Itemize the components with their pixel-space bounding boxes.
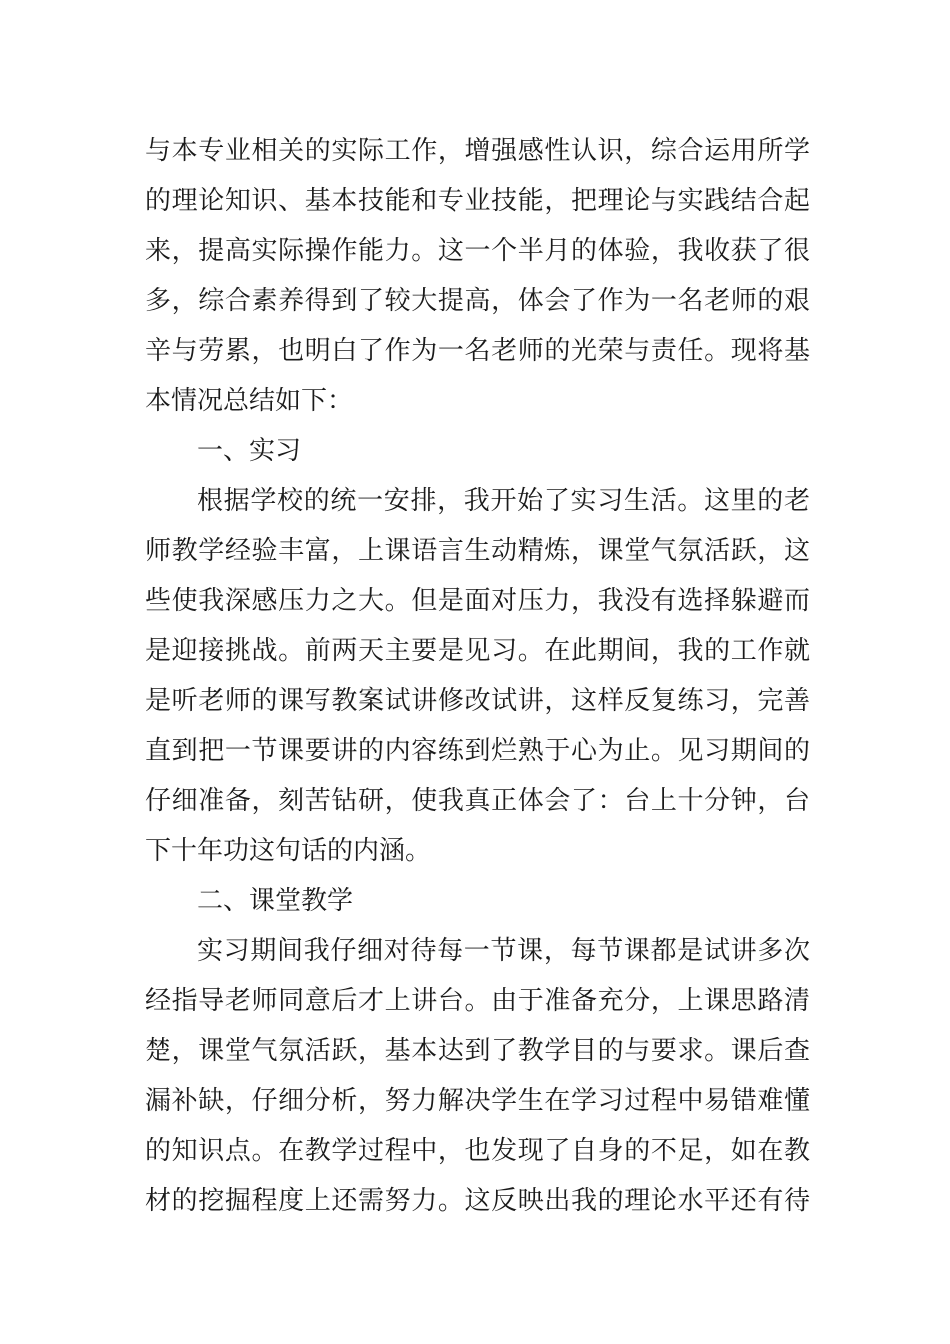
document-body: [145, 126, 810, 1226]
text-line: 辛与劳累，也明白了作为一名老师的光荣与责任。现将基: [145, 336, 810, 366]
text-line: 根据学校的统一安排，我开始了实习生活。这里的老: [197, 486, 810, 516]
text-line: 本情况总结如下：: [145, 386, 354, 416]
text-line: 漏补缺，仔细分析，努力解决学生在学习过程中易错难懂: [145, 1086, 810, 1116]
text-line: 的知识点。在教学过程中，也发现了自身的不足，如在教: [145, 1136, 810, 1166]
section-heading: 一、实习: [197, 436, 302, 466]
text-line: 与本专业相关的实际工作，增强感性认识，综合运用所学: [145, 136, 810, 166]
text-line: 是迎接挑战。前两天主要是见习。在此期间，我的工作就: [145, 636, 810, 666]
text-line: 直到把一节课要讲的内容练到烂熟于心为止。见习期间的: [145, 736, 810, 766]
text-line: 经指导老师同意后才上讲台。由于准备充分，上课思路清: [145, 986, 810, 1016]
text-line: 多，综合素养得到了较大提高，体会了作为一名老师的艰: [145, 286, 810, 316]
text-line: 的理论知识、基本技能和专业技能，把理论与实践结合起: [145, 186, 810, 216]
text-line: 材的挖掘程度上还需努力。这反映出我的理论水平还有待: [145, 1186, 810, 1216]
section-heading: 二、课堂教学: [197, 886, 354, 916]
text-line: 是听老师的课写教案试讲修改试讲，这样反复练习，完善: [145, 686, 810, 716]
text-line: 实习期间我仔细对待每一节课，每节课都是试讲多次: [197, 936, 810, 966]
text-line: 下十年功这句话的内涵。: [145, 836, 432, 866]
text-line: 仔细准备，刻苦钻研，使我真正体会了：台上十分钟，台: [145, 786, 810, 816]
text-line: 来，提高实际操作能力。这一个半月的体验，我收获了很: [145, 236, 810, 266]
text-line: 些使我深感压力之大。但是面对压力，我没有选择躲避而: [145, 586, 810, 616]
text-line: 楚，课堂气氛活跃，基本达到了教学目的与要求。课后查: [145, 1036, 810, 1066]
text-line: 师教学经验丰富，上课语言生动精炼，课堂气氛活跃，这: [145, 536, 810, 566]
